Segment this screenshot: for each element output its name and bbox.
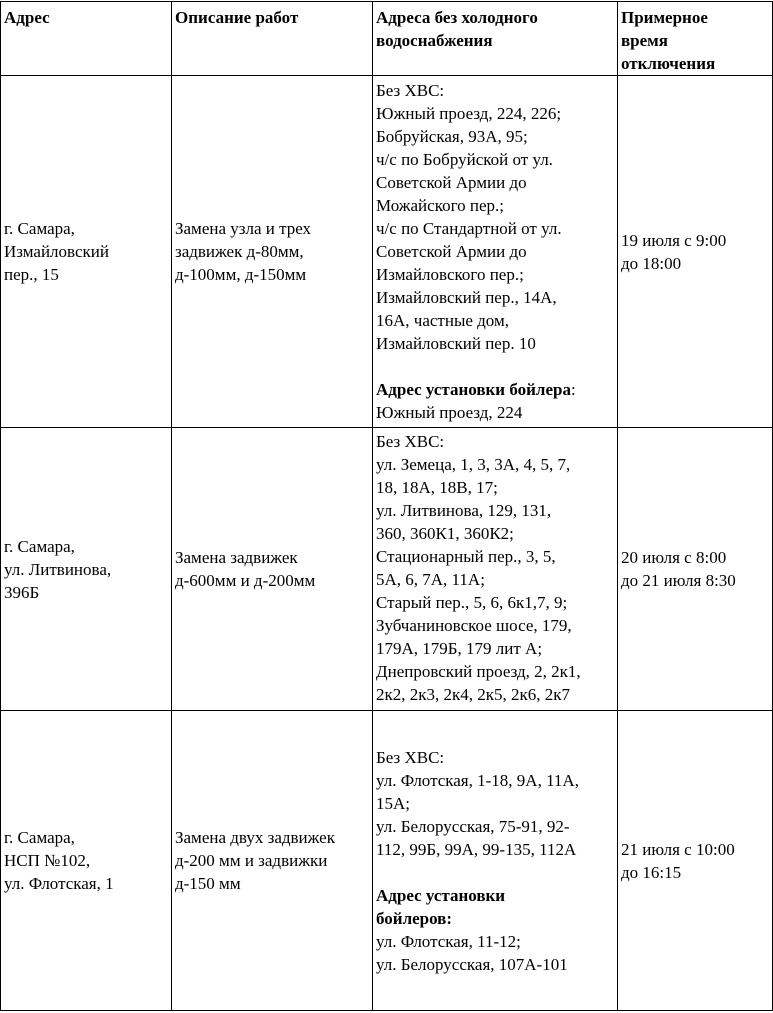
table-row (1, 76, 773, 428)
header-address: Адрес (1, 2, 172, 76)
boiler-label: бойлеров: (376, 908, 453, 928)
cell-time: 21 июля с 10:00 до 16:15 (618, 711, 773, 1011)
cell-time: 19 июля с 9:00 до 18:00 (618, 76, 773, 428)
table-row (1, 711, 773, 1011)
header-no-water: Адреса без холодного водоснабжения (373, 2, 618, 76)
header-time: Примерное время отключения (618, 2, 773, 76)
cell-description: Замена задвижек д-600мм и д-200мм (172, 428, 373, 711)
cell-no-water: Без ХВС: ул. Земеца, 1, 3, 3А, 4, 5, 7, 18, 18А, 18В, 17; ул. Литвинова, 129, 131, 360, 360К1, 360К2; Стационарный пер., 3, 5, 5А, 6, 7А, 11А; Старый пер., 5, 6, 6к1,7, 9; Зубчаниновское шосе, 179, 179А, 179Б, 179 лит А; Днепровский проезд, 2, 2к1, 2к2, 2к3, 2к4, 2к5, 2к6, 2к7 (373, 428, 618, 711)
cell-no-water: Без ХВС: Южный проезд, 224, 226; Бобруйская, 93А, 95; ч/с по Бобруйской от ул. Советской Армии до Можайского пер.; ч/с по Стандартной от ул. Советской Армии до Измайловского пер.; Измайловский пер., 14А, 16А, частные дом, Измайловский пер. 10 Адрес установки бойлера: Южный проезд, 224 (373, 76, 618, 428)
cell-address: г. Самара, Измайловский пер., 15 (1, 76, 172, 428)
cell-time: 20 июля с 8:00 до 21 июля 8:30 (618, 428, 773, 711)
cell-no-water: Без ХВС: ул. Флотская, 1-18, 9А, 11А, 15А; ул. Белорусская, 75-91, 92- 112, 99Б, 99А, 99-135, 112А Адрес установки бойлеров: ул. Флотская, 11-12; ул. Белорусская, 107А-101 (373, 711, 618, 1011)
cell-description: Замена двух задвижек д-200 мм и задвижки д-150 мм (172, 711, 373, 1011)
cell-address: г. Самара, ул. Литвинова, 396Б (1, 428, 172, 711)
boiler-label: Адрес установки бойлера (376, 380, 571, 399)
cell-description: Замена узла и трех задвижек д-80мм, д-100мм, д-150мм (172, 76, 373, 428)
outage-table (0, 1, 773, 1011)
table-row (1, 428, 773, 711)
boiler-label: Адрес установки (376, 885, 506, 905)
cell-address: г. Самара, НСП №102, ул. Флотская, 1 (1, 711, 172, 1011)
header-row (1, 2, 773, 76)
header-description: Описание работ (172, 2, 373, 76)
